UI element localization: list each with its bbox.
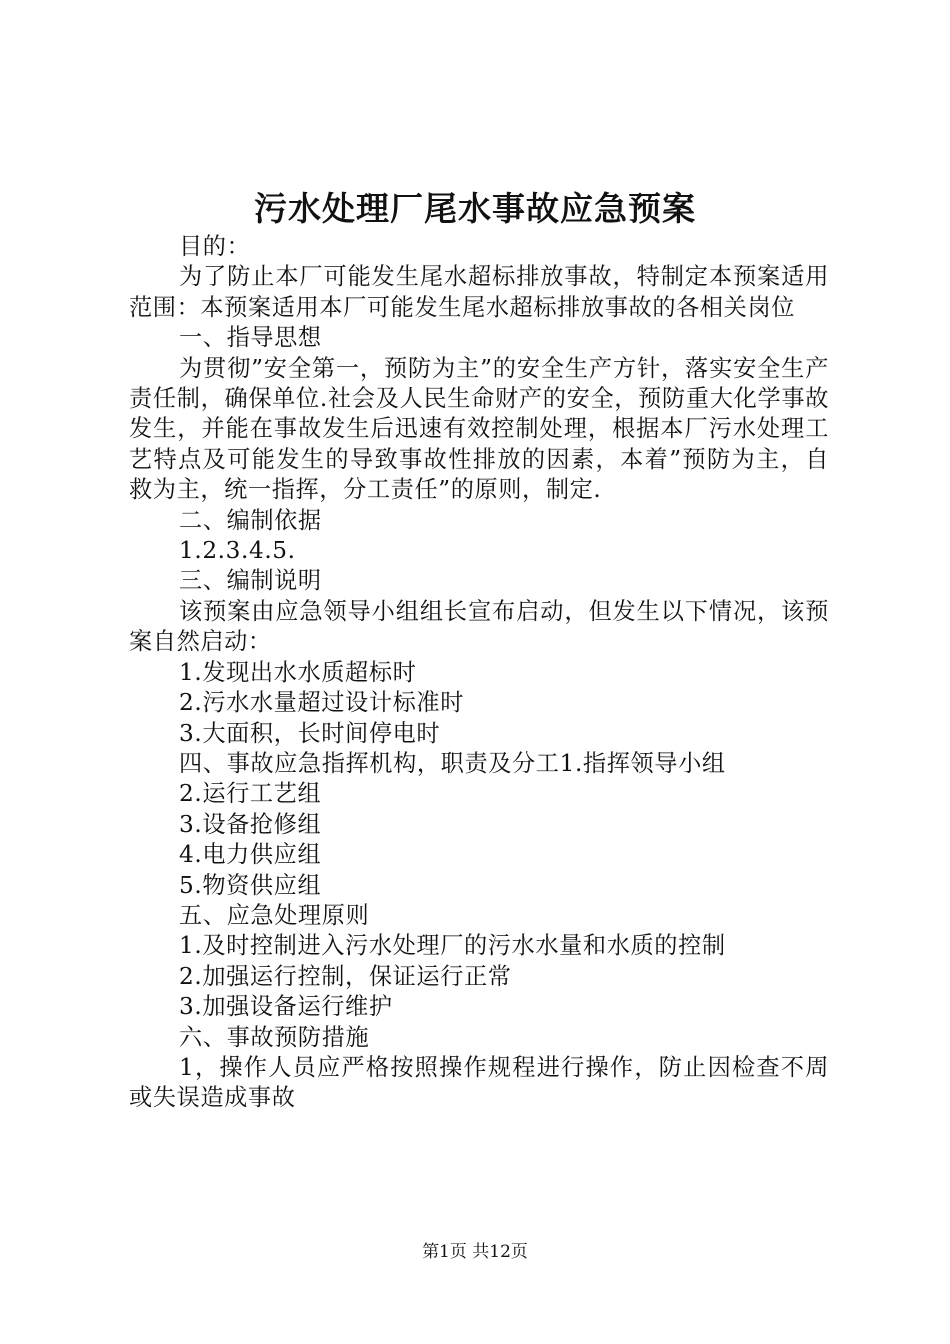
section-heading-command-structure: 四、事故应急指挥机构，职责及分工1.指挥领导小组 (179, 749, 726, 777)
document-body (129, 232, 829, 1114)
list-item: 1，操作人员应严格按照操作规程进行操作，防止因检查不周或失误造成事故 (129, 1053, 829, 1112)
list-item: 1.及时控制进入污水处理厂的污水水量和水质的控制 (179, 932, 726, 960)
document-title: 污水处理厂尾水事故应急预案 (254, 189, 696, 228)
section-heading-guiding-idea: 一、指导思想 (179, 324, 322, 352)
paragraph-purpose-heading: 目的： (179, 233, 251, 260)
list-item: 3.大面积，长时间停电时 (179, 719, 441, 747)
list-item: 3.加强设备运行维护 (179, 993, 393, 1021)
list-item: 5.物资供应组 (179, 871, 322, 899)
page-number-footer: 第1页 共12页 (422, 1242, 528, 1262)
paragraph-explanation: 该预案由应急领导小组组长宣布启动，但发生以下情况，该预案自然启动： (129, 597, 829, 656)
paragraph-guiding-idea: 为贯彻”安全第一，预防为主”的安全生产方针，落实安全生产责任制，确保单位.社会及人民生命财产的安全，预防重大化学事故发生，并能在事故发生后迅速有效控制处理，根据本厂污水处理工艺特点及可能发生的导致事故性排放的因素，本着”预防为主，自救为主，统一指挥，分工责任”的原则，制定. (129, 354, 829, 504)
list-item: 2.加强运行控制，保证运行正常 (179, 962, 512, 990)
section-heading-explanation: 三、编制说明 (179, 567, 322, 595)
section-heading-principles: 五、应急处理原则 (179, 901, 370, 929)
list-item: 4.电力供应组 (179, 841, 322, 869)
paragraph-basis-list: 1.2.3.4.5. (179, 537, 296, 565)
list-item: 2.运行工艺组 (179, 780, 322, 808)
section-heading-prevention: 六、事故预防措施 (179, 1023, 370, 1051)
section-heading-basis: 二、编制依据 (179, 506, 322, 534)
list-item: 2.污水水量超过设计标准时 (179, 689, 464, 717)
list-item: 3.设备抢修组 (179, 810, 322, 838)
list-item: 1.发现出水水质超标时 (179, 658, 417, 686)
paragraph-purpose-scope: 为了防止本厂可能发生尾水超标排放事故，特制定本预案适用范围：本预案适用本厂可能发生尾水超标排放事故的各相关岗位 (129, 263, 829, 321)
